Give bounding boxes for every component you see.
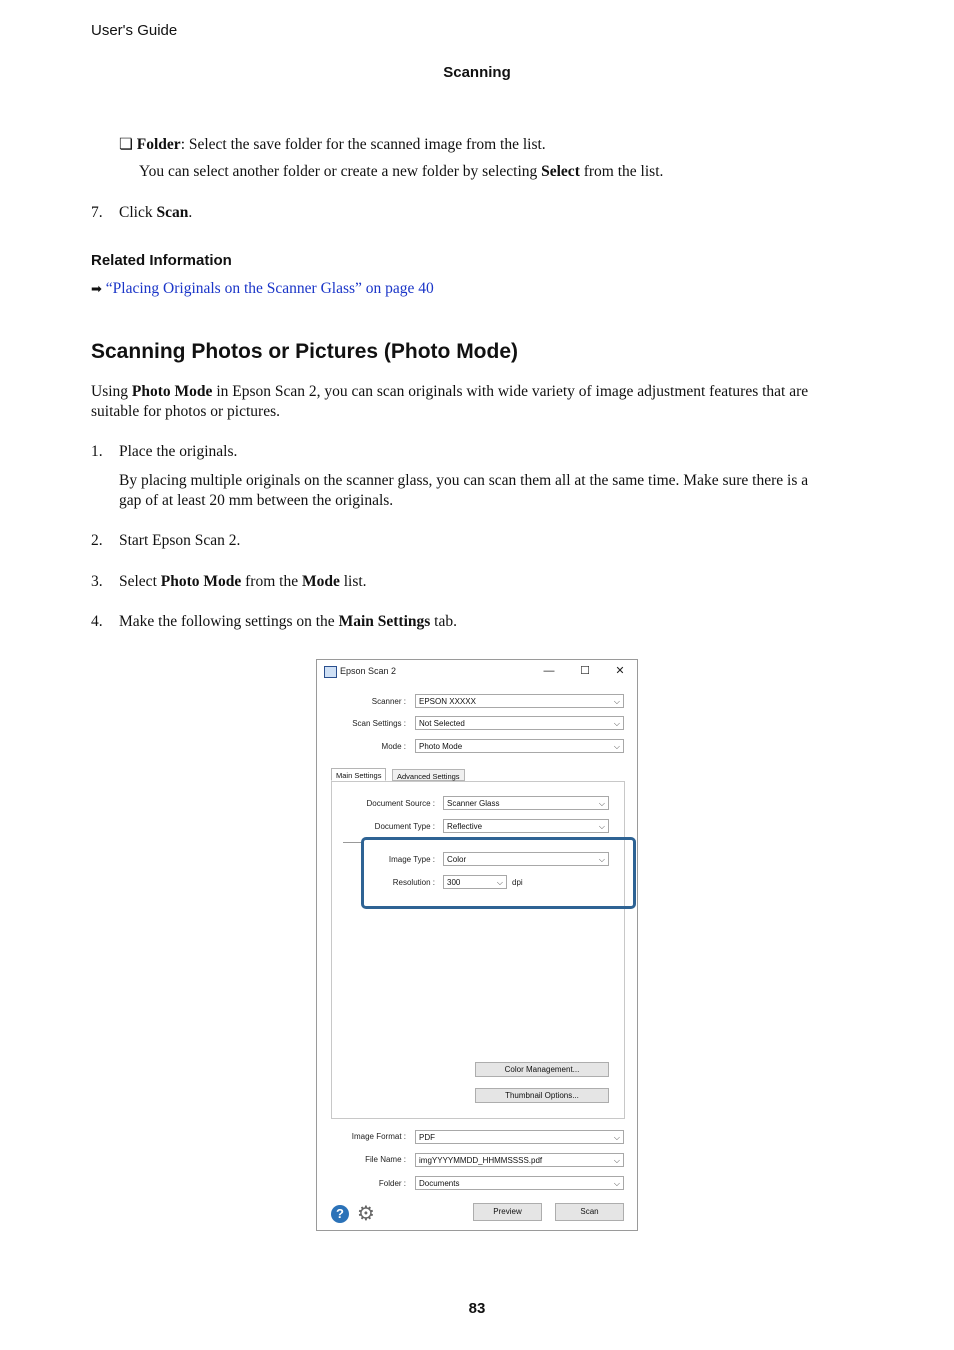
photo-mode-term: Photo Mode	[131, 383, 213, 400]
step-4-pre: Make the following settings on the	[119, 613, 339, 630]
help-icon[interactable]: ?	[331, 1205, 349, 1223]
dialog-title: Epson Scan 2	[340, 666, 397, 676]
file-name-label: File Name :	[365, 1155, 406, 1164]
photo-mode-term-2: Photo Mode	[160, 573, 242, 590]
intro-line-2: suitable for photos or pictures.	[91, 403, 280, 420]
mode-value: Photo Mode	[419, 742, 463, 751]
arrow-right-icon: ➡	[91, 282, 102, 297]
step-7-text	[119, 203, 192, 223]
scan-settings-label: Scan Settings :	[352, 719, 406, 728]
step-1-sub-line-1: By placing multiple originals on the scanner glass, you can scan them all at the same time. Make sure there is a	[119, 472, 809, 489]
select-term: Select	[541, 163, 580, 180]
chevron-down-icon: ⌵	[613, 1179, 620, 1188]
epson-scan-dialog	[316, 659, 638, 1231]
chevron-down-icon: ⌵	[598, 822, 605, 831]
scan-button[interactable]: Scan	[555, 1203, 624, 1221]
step-3-mid: from the	[241, 573, 302, 590]
folder-sub-post: from the list.	[579, 163, 664, 180]
page-number: 83	[468, 1300, 486, 1317]
chevron-down-icon: ⌵	[613, 742, 620, 751]
tab-advanced-settings[interactable]: Advanced Settings	[392, 769, 465, 781]
scan-settings-value: Not Selected	[419, 719, 465, 728]
chevron-down-icon: ⌵	[598, 799, 605, 808]
related-information-heading: Related Information	[91, 252, 232, 269]
preview-button[interactable]: Preview	[473, 1203, 542, 1221]
folder-select[interactable]	[415, 1176, 624, 1190]
chevron-down-icon: ⌵	[613, 697, 620, 706]
mode-term: Mode	[301, 573, 340, 590]
step-1-subtext	[119, 471, 879, 511]
step-4-number: 4.	[91, 613, 103, 630]
intro-paragraph	[91, 382, 871, 422]
document-source-select[interactable]	[443, 796, 609, 810]
step-3-number: 3.	[91, 573, 103, 590]
step-7-post: .	[188, 204, 193, 221]
step-1-text: Place the originals.	[119, 443, 238, 460]
related-link-row	[91, 279, 434, 300]
step-3-pre: Select	[119, 573, 161, 590]
separator-line	[343, 842, 361, 843]
chevron-down-icon: ⌵	[613, 1156, 620, 1165]
step-3-text	[119, 572, 367, 592]
resolution-value: 300	[447, 878, 461, 887]
chevron-down-icon: ⌵	[496, 878, 503, 887]
scanner-label: Scanner :	[371, 697, 406, 706]
scanner-value: EPSON XXXXX	[419, 697, 476, 706]
step-4-post: tab.	[430, 613, 457, 630]
maximize-button[interactable]: ☐	[580, 665, 590, 677]
tab-main-settings[interactable]: Main Settings	[331, 768, 386, 781]
chevron-down-icon: ⌵	[613, 1133, 620, 1142]
highlight-box	[361, 837, 636, 909]
step-2-number: 2.	[91, 532, 103, 549]
image-format-label: Image Format :	[351, 1132, 406, 1141]
scan-term: Scan	[156, 204, 189, 221]
image-type-value: Color	[447, 855, 467, 864]
dpi-unit: dpi	[512, 878, 523, 887]
dialog-titlebar	[317, 660, 637, 684]
mode-label: Mode :	[381, 742, 406, 751]
scan-settings-select[interactable]	[415, 716, 624, 730]
file-name-select[interactable]	[415, 1153, 624, 1167]
folder-term: Folder	[136, 136, 181, 153]
main-settings-term: Main Settings	[338, 613, 431, 630]
scanner-select[interactable]	[415, 694, 624, 708]
step-3-post: list.	[339, 573, 367, 590]
bullet-icon: ❏	[119, 136, 133, 153]
step-7-number: 7.	[91, 204, 103, 221]
section-title: Scanning Photos or Pictures (Photo Mode)	[91, 340, 519, 363]
running-header-section: Scanning	[443, 64, 511, 81]
step-1-number: 1.	[91, 443, 103, 460]
resolution-label: Resolution :	[392, 878, 435, 887]
document-type-value: Reflective	[447, 822, 483, 831]
minimize-button[interactable]: —	[543, 665, 555, 677]
image-format-value: PDF	[419, 1133, 435, 1142]
file-name-value: imgYYYYMMDD_HHMMSSSS.pdf	[419, 1156, 543, 1165]
folder-value: Documents	[419, 1179, 460, 1188]
close-button[interactable]: ✕	[615, 665, 625, 677]
image-format-select[interactable]	[415, 1130, 624, 1144]
folder-sub-pre: You can select another folder or create a new folder by selecting	[139, 163, 542, 180]
thumbnail-options-button[interactable]: Thumbnail Options...	[475, 1088, 609, 1103]
gear-icon[interactable]: ⚙	[357, 1201, 375, 1225]
folder-label: Folder :	[378, 1179, 406, 1188]
image-type-label: Image Type :	[388, 855, 435, 864]
mode-select[interactable]	[415, 739, 624, 753]
running-header-guide: User's Guide	[91, 22, 178, 39]
folder-bullet-item	[119, 135, 546, 155]
step-2-text: Start Epson Scan 2.	[119, 532, 241, 549]
document-type-label: Document Type :	[374, 822, 435, 831]
document-source-label: Document Source :	[366, 799, 435, 808]
color-management-button[interactable]: Color Management...	[475, 1062, 609, 1077]
chevron-down-icon: ⌵	[613, 719, 620, 728]
chevron-down-icon: ⌵	[598, 855, 605, 864]
scanner-app-icon	[324, 666, 337, 678]
step-1-sub-line-2: gap of at least 20 mm between the originals.	[119, 492, 394, 509]
step-7-pre: Click	[119, 204, 157, 221]
document-source-value: Scanner Glass	[447, 799, 500, 808]
intro-post: in Epson Scan 2, you can scan originals with wide variety of image adjustment features that are	[212, 383, 809, 400]
folder-sub-text	[139, 162, 663, 182]
document-type-select[interactable]	[443, 819, 609, 833]
placing-originals-link[interactable]: “Placing Originals on the Scanner Glass” on page 40	[105, 280, 434, 297]
intro-pre: Using	[91, 383, 132, 400]
folder-description: : Select the save folder for the scanned image from the list.	[180, 136, 546, 153]
step-4-text	[119, 612, 457, 632]
